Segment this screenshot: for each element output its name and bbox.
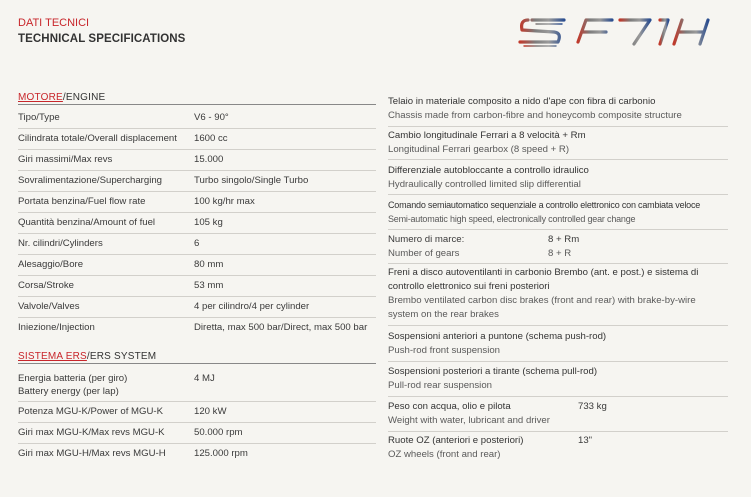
sf71h-logo — [512, 8, 722, 54]
row-divider — [18, 191, 376, 192]
row-divider — [388, 361, 728, 362]
row-divider — [388, 229, 728, 230]
chassis-frame: Telaio in materiale composito a nido d'ape con fibra di carbonio Chassis made from carbon-fibre and honeycomb composite structure — [388, 96, 682, 121]
row-divider — [18, 296, 376, 297]
section-divider — [18, 104, 376, 105]
chassis-brakes: Freni a disco autoventilanti in carbonio Brembo (ant. e post.) e sistema di controllo elettronico sui freni posteriori Brembo ventilated carbon disc brakes (front and rear) with brake-by-wire system on the rear brakes — [388, 267, 699, 320]
section-divider — [18, 363, 376, 364]
row-divider — [18, 170, 376, 171]
ers-section-title: SISTEMA ERS/ERS SYSTEM — [18, 351, 157, 362]
row-divider — [18, 317, 376, 318]
chassis-gearbox: Cambio longitudinale Ferrari a 8 velocità + Rm Longitudinal Ferrari gearbox (8 speed + R) — [388, 130, 586, 155]
row-divider — [18, 443, 376, 444]
row-divider — [388, 396, 728, 397]
row-divider — [18, 254, 376, 255]
chassis-wheels: Ruote OZ (anteriori e posteriori) OZ wheels (front and rear) — [388, 435, 524, 460]
spec-sheet: DATI TECNICI TECHNICAL SPECIFICATIONS MOTORE/ENGINE Tipo/Type V6 - 90° Cilindrata totale/Overall displacement 1600 cc Giri massimi/Max revs 15.000 Sovralimentazione/Supercharging Turbo singolo/Single Turbo Portata benzina/Fuel flow rate 100 kg/hr max Quantità benzina/Amount of fuel 105 kg Nr. cilindri/Cylinders 6 Alesaggio/Bore 80 mm Corsa/Stroke 53 mm Valvole/Valves 4 per cilindro/4 per cylinder Iniezione/Injection Diretta, max 500 bar/Direct, max 500 bar SISTEMA ERS/ERS SYSTEM Energia batteria (per giro) 4 MJ Battery energy (per lap) Potenza MGU-K/Power of MGU-K 120 kW Giri max MGU-K/Max revs MGU-K 50.000 rpm Giri max MGU-H/Max revs MGU-H 125.000 rpm Telaio in materiale composito a nido d'ape con fibra di carbonio Chassis made from carbon-fibre and honeycomb composite structure Cambio longitudinale Ferrari a 8 velocità + Rm Longitudinal Ferrari gearbox (8 speed + R) Differenziale autobloccante a controllo idraulico Hydraulically controlled limited slip differential Comando semiautomatico sequenziale a controllo elettronico con cambiata veloce Semi-automatic high speed, electronically controlled gear change Numero di marce: 8 + Rm Number of gears 8 + R Freni a disco autoventilanti in carbonio Brembo (ant. e post.) e sistema di controllo elettronico sui freni posteriori Brembo ventilated carbon disc brakes (front and rear) with brake-by-wire system on the rear brakes Sospensioni anteriori a puntone (schema push-rod) Push-rod front suspension Sospensioni posteriori a tirante (schema pull-rod) Pull-rod rear suspension Peso con acqua, olio e pilota Weight with water, lubricant and driver 733 kg Ruote OZ (anteriori e posteriori) OZ wheels (front and rear) 13" — [0, 0, 751, 497]
header — [18, 15, 185, 47]
engine-section-title: MOTORE/ENGINE — [18, 92, 106, 103]
row-divider — [18, 401, 376, 402]
row-divider — [18, 212, 376, 213]
row-divider — [18, 233, 376, 234]
row-divider — [388, 159, 728, 160]
row-divider — [18, 149, 376, 150]
row-divider — [388, 126, 728, 127]
chassis-front-suspension: Sospensioni anteriori a puntone (schema push-rod) Push-rod front suspension — [388, 331, 607, 356]
chassis-rear-suspension: Sospensioni posteriori a tirante (schema pull-rod) Pull-rod rear suspension — [388, 366, 598, 391]
title-english: TECHNICAL SPECIFICATIONS — [18, 33, 186, 45]
row-divider — [388, 431, 728, 432]
row-divider — [18, 422, 376, 423]
row-divider — [18, 128, 376, 129]
row-divider — [388, 325, 728, 326]
title-italian: DATI TECNICI — [18, 17, 90, 29]
chassis-gear-control: Comando semiautomatico sequenziale a controllo elettronico con cambiata veloce Semi-automatic high speed, electronically controlled gear change — [388, 200, 701, 224]
row-divider — [388, 263, 728, 264]
chassis-differential: Differenziale autobloccante a controllo idraulico Hydraulically controlled limited slip differential — [388, 165, 589, 190]
chassis-weight: Peso con acqua, olio e pilota Weight with water, lubricant and driver — [388, 401, 550, 426]
row-divider — [18, 275, 376, 276]
row-divider — [388, 194, 728, 195]
